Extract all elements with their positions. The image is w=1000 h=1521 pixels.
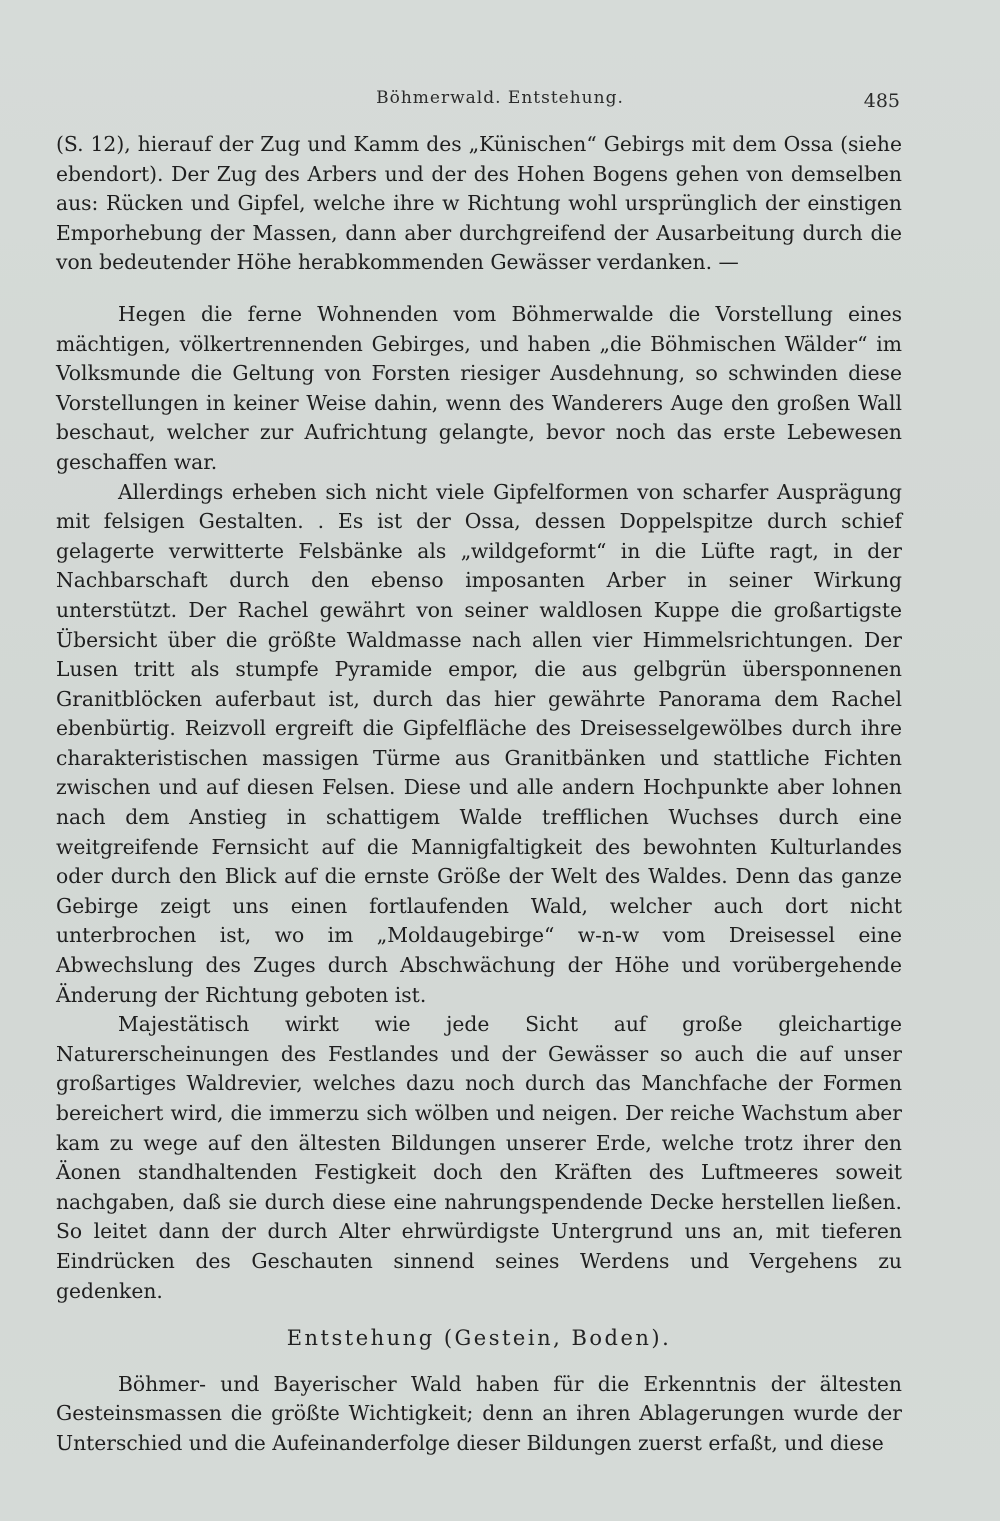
running-head xyxy=(0,88,1000,118)
running-title: Böhmerwald. Entstehung. xyxy=(376,88,624,108)
paragraph-3: Allerdings erheben sich nicht viele Gipfelformen von scharfer Ausprägung mit felsigen Gestalten. . Es ist der Ossa, dessen Doppelspitze durch schief gelagerte verwitterte Felsbänke als „wildgeformt“ in die Lüfte ragt, in der Nachbarschaft durch den ebenso imposanten Arber in seiner Wirkung unterstützt. Der Rachel gewährt von seiner waldlosen Kuppe die großartigste Übersicht über die größte Waldmasse nach allen vier Himmelsrichtungen. Der Lusen tritt als stumpfe Pyramide empor, die aus gelbgrün übersponnenen Granitblöcken auferbaut ist, durch das hier gewährte Panorama dem Rachel ebenbürtig. Reizvoll ergreift die Gipfelfläche des Dreisesselgewölbes durch ihre charakteristischen massigen Türme aus Granitbänken und stattliche Fichten zwischen und auf diesen Felsen. Diese und alle andern Hochpunkte aber lohnen nach dem Anstieg in schattigem Walde trefflichen Wuchses durch eine weitgreifende Fernsicht auf die Mannigfaltigkeit des bewohnten Kulturlandes oder durch den Blick auf die ernste Größe der Welt des Waldes. Denn das ganze Gebirge zeigt uns einen fortlaufenden Wald, welcher auch dort nicht unterbrochen ist, wo im „Moldaugebirge“ w-n-w vom Dreisessel eine Abwechslung des Zuges durch Abschwächung der Höhe und vorübergehende Änderung der Richtung geboten ist. xyxy=(56,479,902,1007)
section-paragraph: Böhmer- und Bayerischer Wald haben für die Erkenntnis der ältesten Gesteinsmassen die größte Wichtigkeit; denn an ihren Ablagerungen wurde der Unterschied und die Aufeinanderfolge dieser Bildungen zuerst erfaßt, und diese xyxy=(56,1371,902,1455)
paragraph-4: Majestätisch wirkt wie jede Sicht auf große gleichartige Naturerscheinungen des Festlandes und der Gewässer so auch die auf unser großartiges Waldrevier, welches dazu noch durch das Manchfache der Formen bereichert wird, die immerzu sich wölben und neigen. Der reiche Wachstum aber kam zu wege auf den ältesten Bildungen unserer Erde, welche trotz ihrer den Äonen standhaltenden Festigkeit doch den Kräften des Luftmeeres soweit nachgaben, daß sie durch diese eine nahrungspendende Decke herstellen ließen. So leitet dann der durch Alter ehrwürdigste Untergrund uns an, mit tieferen Eindrücken des Geschauten sinnend seines Werdens und Vergehens zu gedenken. xyxy=(56,1012,902,1303)
paragraph-2: Hegen die ferne Wohnenden vom Böhmerwalde die Vorstellung eines mächtigen, völkertrennenden Gebirges, und haben „die Böhmischen Wälder“ im Volksmunde die Geltung von Forsten riesiger Ausdehnung, so schwinden diese Vorstellungen in keiner Weise dahin, wenn des Wanderers Auge den großen Wall beschaut, welcher zur Aufrichtung gelangte, bevor noch das erste Lebewesen geschaffen war. xyxy=(56,301,902,474)
paragraph-1: (S. 12), hierauf der Zug und Kamm des „Künischen“ Gebirgs mit dem Ossa (siehe ebendort). Der Zug des Arbers und der des Hohen Bogens gehen von demselben aus: Rücken und Gipfel, welche ihre w Richtung wohl ursprünglich der einstigen Emporhebung der Massen, dann aber durchgreifend der Ausarbeitung durch die von bedeutender Höhe herabkommenden Gewässer verdanken. — xyxy=(56,132,902,275)
body-text xyxy=(56,130,902,1459)
section-heading: Entstehung (Gestein, Boden). xyxy=(286,1326,672,1351)
page-number: 485 xyxy=(863,90,900,112)
